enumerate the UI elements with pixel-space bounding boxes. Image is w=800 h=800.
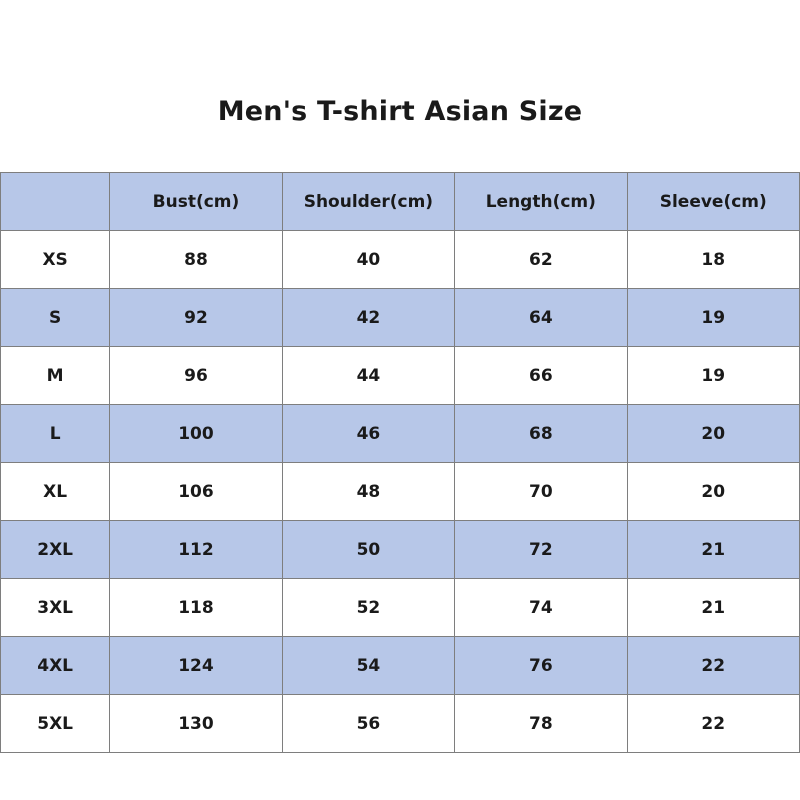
cell-sleeve: 21 [627,579,799,637]
cell-shoulder: 48 [282,463,454,521]
cell-length: 66 [455,347,627,405]
column-header-shoulder: Shoulder(cm) [282,173,454,231]
cell-length: 76 [455,637,627,695]
cell-bust: 92 [110,289,282,347]
cell-sleeve: 22 [627,637,799,695]
cell-bust: 88 [110,231,282,289]
cell-length: 70 [455,463,627,521]
cell-bust: 96 [110,347,282,405]
column-header-size [1,173,110,231]
cell-size: M [1,347,110,405]
cell-length: 62 [455,231,627,289]
cell-bust: 118 [110,579,282,637]
table-header-row [1,173,800,231]
cell-length: 72 [455,521,627,579]
size-table [0,172,800,753]
cell-bust: 112 [110,521,282,579]
cell-shoulder: 40 [282,231,454,289]
table-row [1,579,800,637]
cell-shoulder: 52 [282,579,454,637]
cell-bust: 106 [110,463,282,521]
cell-sleeve: 20 [627,405,799,463]
cell-shoulder: 50 [282,521,454,579]
cell-sleeve: 19 [627,289,799,347]
cell-size: S [1,289,110,347]
cell-sleeve: 19 [627,347,799,405]
table-row [1,347,800,405]
cell-sleeve: 18 [627,231,799,289]
cell-bust: 130 [110,695,282,753]
cell-sleeve: 22 [627,695,799,753]
cell-length: 78 [455,695,627,753]
table-row [1,695,800,753]
cell-size: XS [1,231,110,289]
cell-size: 3XL [1,579,110,637]
column-header-length: Length(cm) [455,173,627,231]
cell-size: 4XL [1,637,110,695]
cell-shoulder: 46 [282,405,454,463]
cell-size: 2XL [1,521,110,579]
cell-shoulder: 54 [282,637,454,695]
table-row [1,231,800,289]
column-header-bust: Bust(cm) [110,173,282,231]
cell-sleeve: 21 [627,521,799,579]
cell-bust: 100 [110,405,282,463]
cell-sleeve: 20 [627,463,799,521]
table-row [1,637,800,695]
table-row [1,405,800,463]
table-row [1,463,800,521]
size-table-container [0,172,800,753]
cell-shoulder: 56 [282,695,454,753]
column-header-sleeve: Sleeve(cm) [627,173,799,231]
cell-shoulder: 44 [282,347,454,405]
page-title: Men's T-shirt Asian Size [217,96,583,127]
cell-size: L [1,405,110,463]
cell-shoulder: 42 [282,289,454,347]
cell-length: 68 [455,405,627,463]
cell-length: 64 [455,289,627,347]
cell-bust: 124 [110,637,282,695]
cell-size: 5XL [1,695,110,753]
cell-length: 74 [455,579,627,637]
table-row [1,521,800,579]
table-row [1,289,800,347]
cell-size: XL [1,463,110,521]
